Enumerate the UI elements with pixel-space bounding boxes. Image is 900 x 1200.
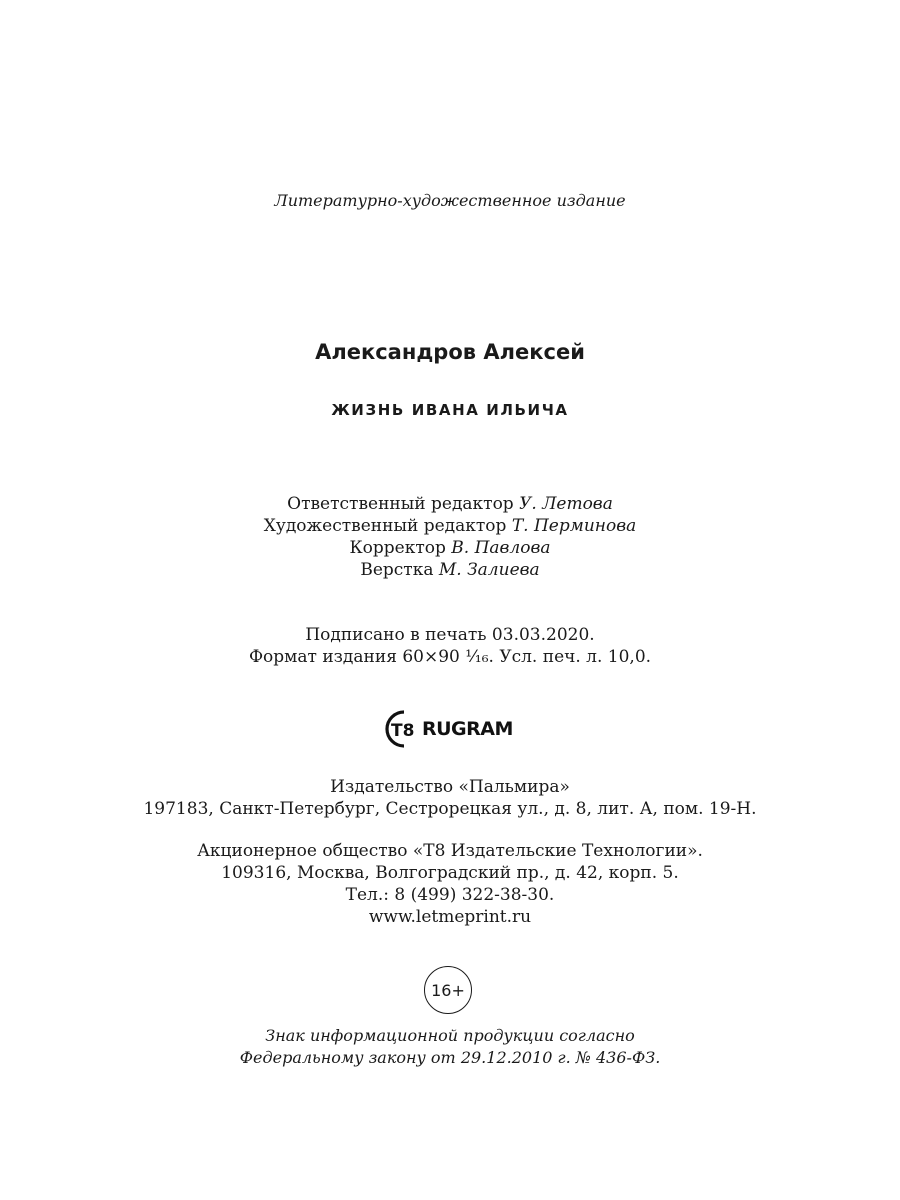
- credit-role: Ответственный редактор: [287, 494, 514, 514]
- publisher-logo: [382, 708, 513, 750]
- t8-logo-icon: [382, 708, 420, 750]
- credit-name: В. Павлова: [451, 538, 551, 558]
- logo-text: RUGRAM: [422, 718, 513, 740]
- legal-notice: [0, 1025, 900, 1069]
- legal-notice-line: Федеральному закону от 29.12.2010 г. № 436-ФЗ.: [239, 1048, 661, 1067]
- legal-notice-line: Знак информационной продукции согласно: [265, 1026, 635, 1045]
- logo-mark: T8: [391, 721, 415, 741]
- company-name: Акционерное общество «Т8 Издательские Технологии».: [197, 841, 703, 861]
- author-name: Александров Алексей: [315, 340, 585, 364]
- credit-role: Корректор: [349, 538, 446, 558]
- credit-name: М. Залиева: [438, 560, 540, 580]
- credit-row: [0, 537, 900, 559]
- company-website: www.letmeprint.ru: [368, 907, 532, 927]
- publisher-address: 197183, Санкт-Петербург, Сестрорецкая ул., д. 8, лит. А, пом. 19-Н.: [143, 799, 757, 819]
- credit-row: [0, 515, 900, 537]
- edition-type: Литературно-художественное издание: [274, 191, 626, 210]
- print-info: [0, 624, 900, 668]
- print-format: Формат издания 60×90 ¹⁄₁₆. Усл. печ. л. 10,0.: [248, 647, 652, 667]
- print-signed-date: Подписано в печать 03.03.2020.: [305, 625, 595, 645]
- publisher-block: [0, 776, 900, 820]
- credit-name: У. Летова: [519, 494, 613, 514]
- publisher-name: Издательство «Пальмира»: [330, 777, 570, 797]
- book-title: ЖИЗНЬ ИВАНА ИЛЬИЧА: [331, 401, 569, 419]
- age-rating-badge: 16+: [424, 966, 472, 1014]
- credit-row: [0, 493, 900, 515]
- credit-role: Верстка: [360, 560, 434, 580]
- credits-block: [0, 493, 900, 581]
- credit-row: [0, 559, 900, 581]
- credit-name: Т. Перминова: [511, 516, 637, 536]
- company-phone: Тел.: 8 (499) 322-38-30.: [345, 885, 555, 905]
- credit-role: Художественный редактор: [263, 516, 507, 536]
- company-block: [0, 840, 900, 928]
- company-address: 109316, Москва, Волгоградский пр., д. 42, корп. 5.: [221, 863, 679, 883]
